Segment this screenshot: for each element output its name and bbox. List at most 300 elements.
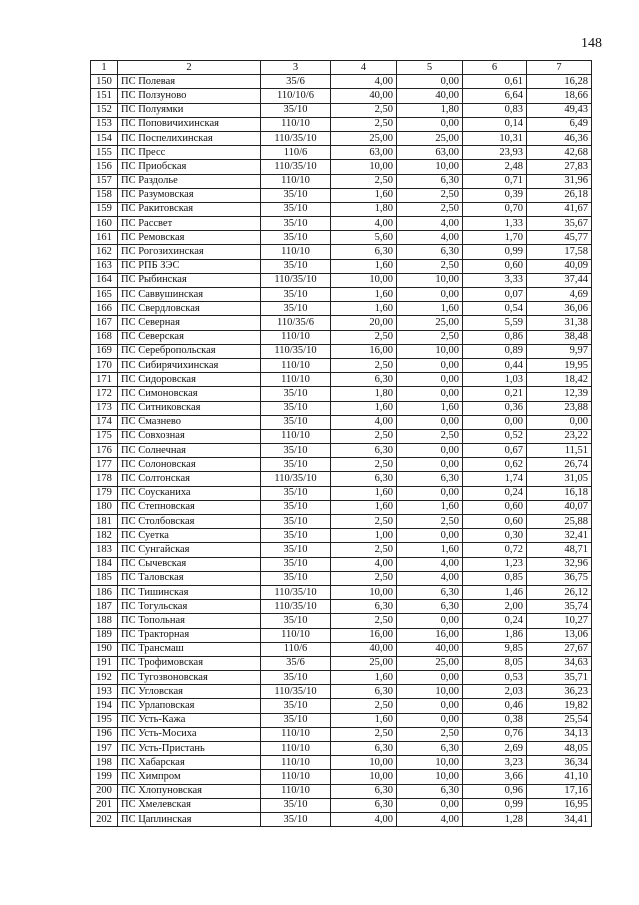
voltage-cell: 35/6 xyxy=(261,656,331,670)
voltage-cell: 110/10 xyxy=(261,784,331,798)
row-number-cell: 165 xyxy=(91,288,118,302)
row-number-cell: 159 xyxy=(91,202,118,216)
capacity-cell: 1,80 xyxy=(331,387,397,401)
load-cell: 2,00 xyxy=(463,600,527,614)
load-cell: 0,44 xyxy=(463,358,527,372)
load-percent-cell: 17,58 xyxy=(527,245,592,259)
load-cell: 5,59 xyxy=(463,316,527,330)
capacity-cell: 1,60 xyxy=(397,500,463,514)
load-percent-cell: 18,42 xyxy=(527,373,592,387)
table-row xyxy=(91,415,592,429)
row-number-cell: 168 xyxy=(91,330,118,344)
row-number-cell: 193 xyxy=(91,685,118,699)
substation-name-cell: ПС Тракторная xyxy=(118,628,261,642)
load-cell: 0,99 xyxy=(463,798,527,812)
load-percent-cell: 27,67 xyxy=(527,642,592,656)
load-cell: 0,14 xyxy=(463,117,527,131)
table-row xyxy=(91,387,592,401)
voltage-cell: 35/10 xyxy=(261,699,331,713)
row-number-cell: 167 xyxy=(91,316,118,330)
substation-name-cell: ПС Хлопуновская xyxy=(118,784,261,798)
load-cell: 0,70 xyxy=(463,202,527,216)
table-row xyxy=(91,117,592,131)
load-percent-cell: 17,16 xyxy=(527,784,592,798)
load-cell: 2,03 xyxy=(463,685,527,699)
voltage-cell: 110/35/10 xyxy=(261,344,331,358)
substation-name-cell: ПС Раздолье xyxy=(118,174,261,188)
capacity-cell: 2,50 xyxy=(397,330,463,344)
column-header: 6 xyxy=(463,61,527,75)
table-body xyxy=(91,75,592,827)
load-cell: 0,96 xyxy=(463,784,527,798)
load-percent-cell: 46,36 xyxy=(527,131,592,145)
table-row xyxy=(91,259,592,273)
capacity-cell: 6,30 xyxy=(331,245,397,259)
row-number-cell: 154 xyxy=(91,131,118,145)
load-percent-cell: 34,63 xyxy=(527,656,592,670)
row-number-cell: 183 xyxy=(91,543,118,557)
capacity-cell: 0,00 xyxy=(397,117,463,131)
load-cell: 0,46 xyxy=(463,699,527,713)
load-percent-cell: 19,82 xyxy=(527,699,592,713)
capacity-cell: 2,50 xyxy=(397,515,463,529)
table-row xyxy=(91,756,592,770)
load-cell: 0,39 xyxy=(463,188,527,202)
capacity-cell: 0,00 xyxy=(397,444,463,458)
load-cell: 1,70 xyxy=(463,231,527,245)
substation-name-cell: ПС Ползуново xyxy=(118,89,261,103)
table-row xyxy=(91,600,592,614)
row-number-cell: 150 xyxy=(91,75,118,89)
load-cell: 0,85 xyxy=(463,571,527,585)
capacity-cell: 2,50 xyxy=(331,727,397,741)
load-percent-cell: 35,74 xyxy=(527,600,592,614)
substation-name-cell: ПС Сидоровская xyxy=(118,373,261,387)
table-row xyxy=(91,699,592,713)
load-percent-cell: 18,66 xyxy=(527,89,592,103)
capacity-cell: 2,50 xyxy=(331,358,397,372)
substation-name-cell: ПС Рыбинская xyxy=(118,273,261,287)
load-cell: 3,66 xyxy=(463,770,527,784)
capacity-cell: 10,00 xyxy=(397,770,463,784)
capacity-cell: 10,00 xyxy=(331,770,397,784)
capacity-cell: 25,00 xyxy=(331,131,397,145)
capacity-cell: 6,30 xyxy=(397,742,463,756)
table-row xyxy=(91,628,592,642)
substation-name-cell: ПС Солтонская xyxy=(118,472,261,486)
load-percent-cell: 26,18 xyxy=(527,188,592,202)
capacity-cell: 1,00 xyxy=(331,529,397,543)
capacity-cell: 40,00 xyxy=(397,642,463,656)
table-row xyxy=(91,742,592,756)
load-percent-cell: 32,96 xyxy=(527,557,592,571)
load-percent-cell: 35,71 xyxy=(527,671,592,685)
load-percent-cell: 38,48 xyxy=(527,330,592,344)
substation-name-cell: ПС Хабарская xyxy=(118,756,261,770)
capacity-cell: 10,00 xyxy=(331,160,397,174)
substation-name-cell: ПС Усть-Кажа xyxy=(118,713,261,727)
row-number-cell: 199 xyxy=(91,770,118,784)
table-row xyxy=(91,316,592,330)
load-percent-cell: 10,27 xyxy=(527,614,592,628)
capacity-cell: 4,00 xyxy=(331,557,397,571)
capacity-cell: 0,00 xyxy=(397,458,463,472)
voltage-cell: 110/35/10 xyxy=(261,600,331,614)
load-percent-cell: 27,83 xyxy=(527,160,592,174)
voltage-cell: 35/10 xyxy=(261,812,331,826)
substation-name-cell: ПС Соусканиха xyxy=(118,486,261,500)
table-row xyxy=(91,458,592,472)
column-header: 4 xyxy=(331,61,397,75)
voltage-cell: 35/10 xyxy=(261,713,331,727)
row-number-cell: 187 xyxy=(91,600,118,614)
load-percent-cell: 40,07 xyxy=(527,500,592,514)
substation-name-cell: ПС Хмелевская xyxy=(118,798,261,812)
substation-name-cell: ПС Сычевская xyxy=(118,557,261,571)
capacity-cell: 4,00 xyxy=(331,812,397,826)
load-percent-cell: 31,96 xyxy=(527,174,592,188)
capacity-cell: 2,50 xyxy=(397,202,463,216)
table-row xyxy=(91,288,592,302)
load-percent-cell: 16,18 xyxy=(527,486,592,500)
capacity-cell: 1,60 xyxy=(331,188,397,202)
load-cell: 1,86 xyxy=(463,628,527,642)
capacity-cell: 6,30 xyxy=(397,585,463,599)
load-percent-cell: 36,75 xyxy=(527,571,592,585)
voltage-cell: 35/10 xyxy=(261,302,331,316)
load-cell: 1,46 xyxy=(463,585,527,599)
load-cell: 0,60 xyxy=(463,259,527,273)
load-cell: 0,89 xyxy=(463,344,527,358)
substation-name-cell: ПС Усть-Мосиха xyxy=(118,727,261,741)
load-percent-cell: 9,97 xyxy=(527,344,592,358)
load-percent-cell: 48,71 xyxy=(527,543,592,557)
capacity-cell: 4,00 xyxy=(331,75,397,89)
capacity-cell: 25,00 xyxy=(397,316,463,330)
load-percent-cell: 13,06 xyxy=(527,628,592,642)
capacity-cell: 2,50 xyxy=(331,174,397,188)
load-cell: 0,60 xyxy=(463,500,527,514)
voltage-cell: 110/6 xyxy=(261,642,331,656)
capacity-cell: 1,60 xyxy=(331,671,397,685)
load-percent-cell: 48,05 xyxy=(527,742,592,756)
table-row xyxy=(91,358,592,372)
load-cell: 0,62 xyxy=(463,458,527,472)
table-row xyxy=(91,146,592,160)
load-cell: 0,61 xyxy=(463,75,527,89)
capacity-cell: 0,00 xyxy=(397,798,463,812)
row-number-cell: 190 xyxy=(91,642,118,656)
substation-name-cell: ПС Угловская xyxy=(118,685,261,699)
row-number-cell: 177 xyxy=(91,458,118,472)
table-row xyxy=(91,373,592,387)
capacity-cell: 1,80 xyxy=(397,103,463,117)
capacity-cell: 2,50 xyxy=(331,103,397,117)
capacity-cell: 40,00 xyxy=(331,642,397,656)
row-number-cell: 152 xyxy=(91,103,118,117)
table-row xyxy=(91,671,592,685)
table-row xyxy=(91,202,592,216)
capacity-cell: 10,00 xyxy=(397,344,463,358)
row-number-cell: 194 xyxy=(91,699,118,713)
voltage-cell: 35/10 xyxy=(261,259,331,273)
capacity-cell: 2,50 xyxy=(331,515,397,529)
capacity-cell: 4,00 xyxy=(331,217,397,231)
capacity-cell: 6,30 xyxy=(397,600,463,614)
substation-name-cell: ПС Степновская xyxy=(118,500,261,514)
capacity-cell: 10,00 xyxy=(397,685,463,699)
capacity-cell: 0,00 xyxy=(397,415,463,429)
table-row xyxy=(91,642,592,656)
capacity-cell: 25,00 xyxy=(397,131,463,145)
row-number-cell: 162 xyxy=(91,245,118,259)
capacity-cell: 2,50 xyxy=(397,259,463,273)
row-number-cell: 158 xyxy=(91,188,118,202)
capacity-cell: 5,60 xyxy=(331,231,397,245)
table-row xyxy=(91,245,592,259)
capacity-cell: 2,50 xyxy=(331,429,397,443)
voltage-cell: 110/10 xyxy=(261,429,331,443)
row-number-cell: 175 xyxy=(91,429,118,443)
load-cell: 0,07 xyxy=(463,288,527,302)
substation-name-cell: ПС Столбовская xyxy=(118,515,261,529)
capacity-cell: 2,50 xyxy=(331,117,397,131)
load-percent-cell: 31,05 xyxy=(527,472,592,486)
row-number-cell: 189 xyxy=(91,628,118,642)
substation-name-cell: ПС Совхозная xyxy=(118,429,261,443)
load-cell: 3,23 xyxy=(463,756,527,770)
load-percent-cell: 41,10 xyxy=(527,770,592,784)
load-cell: 0,60 xyxy=(463,515,527,529)
voltage-cell: 35/10 xyxy=(261,387,331,401)
load-cell: 0,72 xyxy=(463,543,527,557)
capacity-cell: 4,00 xyxy=(331,415,397,429)
row-number-cell: 198 xyxy=(91,756,118,770)
row-number-cell: 157 xyxy=(91,174,118,188)
load-cell: 1,03 xyxy=(463,373,527,387)
voltage-cell: 110/35/10 xyxy=(261,472,331,486)
voltage-cell: 110/10 xyxy=(261,330,331,344)
row-number-cell: 171 xyxy=(91,373,118,387)
load-cell: 0,53 xyxy=(463,671,527,685)
substation-name-cell: ПС Топольная xyxy=(118,614,261,628)
capacity-cell: 1,60 xyxy=(331,486,397,500)
capacity-cell: 0,00 xyxy=(397,288,463,302)
voltage-cell: 35/6 xyxy=(261,75,331,89)
voltage-cell: 35/10 xyxy=(261,231,331,245)
voltage-cell: 35/10 xyxy=(261,188,331,202)
load-cell: 23,93 xyxy=(463,146,527,160)
capacity-cell: 1,60 xyxy=(331,302,397,316)
load-percent-cell: 49,43 xyxy=(527,103,592,117)
load-percent-cell: 36,34 xyxy=(527,756,592,770)
capacity-cell: 1,60 xyxy=(397,401,463,415)
column-header: 3 xyxy=(261,61,331,75)
table-row xyxy=(91,500,592,514)
capacity-cell: 2,50 xyxy=(331,699,397,713)
voltage-cell: 110/6 xyxy=(261,146,331,160)
load-percent-cell: 31,38 xyxy=(527,316,592,330)
substation-name-cell: ПС Разумовская xyxy=(118,188,261,202)
table-row xyxy=(91,444,592,458)
capacity-cell: 0,00 xyxy=(397,358,463,372)
table-row xyxy=(91,273,592,287)
load-cell: 0,00 xyxy=(463,415,527,429)
capacity-cell: 6,30 xyxy=(331,784,397,798)
load-cell: 0,21 xyxy=(463,387,527,401)
table-row xyxy=(91,131,592,145)
voltage-cell: 110/10 xyxy=(261,756,331,770)
capacity-cell: 1,60 xyxy=(331,500,397,514)
load-cell: 1,33 xyxy=(463,217,527,231)
capacity-cell: 10,00 xyxy=(331,585,397,599)
load-cell: 1,23 xyxy=(463,557,527,571)
table-row xyxy=(91,543,592,557)
table-row xyxy=(91,557,592,571)
voltage-cell: 35/10 xyxy=(261,103,331,117)
capacity-cell: 2,50 xyxy=(397,727,463,741)
load-cell: 0,36 xyxy=(463,401,527,415)
capacity-cell: 10,00 xyxy=(331,756,397,770)
capacity-cell: 6,30 xyxy=(397,472,463,486)
load-percent-cell: 16,28 xyxy=(527,75,592,89)
row-number-cell: 169 xyxy=(91,344,118,358)
table-row xyxy=(91,103,592,117)
row-number-cell: 176 xyxy=(91,444,118,458)
substation-table xyxy=(90,60,592,827)
table-row xyxy=(91,401,592,415)
voltage-cell: 110/10 xyxy=(261,628,331,642)
table-row xyxy=(91,429,592,443)
load-cell: 0,71 xyxy=(463,174,527,188)
capacity-cell: 16,00 xyxy=(397,628,463,642)
load-percent-cell: 40,09 xyxy=(527,259,592,273)
load-percent-cell: 12,39 xyxy=(527,387,592,401)
load-percent-cell: 25,54 xyxy=(527,713,592,727)
substation-name-cell: ПС Пресс xyxy=(118,146,261,160)
voltage-cell: 35/10 xyxy=(261,515,331,529)
row-number-cell: 196 xyxy=(91,727,118,741)
table-row xyxy=(91,585,592,599)
voltage-cell: 35/10 xyxy=(261,202,331,216)
capacity-cell: 16,00 xyxy=(331,344,397,358)
capacity-cell: 20,00 xyxy=(331,316,397,330)
table-row xyxy=(91,217,592,231)
table-row xyxy=(91,685,592,699)
row-number-cell: 170 xyxy=(91,358,118,372)
table-row xyxy=(91,812,592,826)
load-percent-cell: 36,06 xyxy=(527,302,592,316)
substation-name-cell: ПС Таловская xyxy=(118,571,261,585)
table-row xyxy=(91,75,592,89)
row-number-cell: 179 xyxy=(91,486,118,500)
capacity-cell: 1,80 xyxy=(331,202,397,216)
voltage-cell: 35/10 xyxy=(261,444,331,458)
voltage-cell: 110/10 xyxy=(261,770,331,784)
load-cell: 2,48 xyxy=(463,160,527,174)
load-percent-cell: 37,44 xyxy=(527,273,592,287)
load-cell: 0,24 xyxy=(463,614,527,628)
table-row xyxy=(91,713,592,727)
substation-name-cell: ПС Полевая xyxy=(118,75,261,89)
capacity-cell: 10,00 xyxy=(397,273,463,287)
load-cell: 0,67 xyxy=(463,444,527,458)
capacity-cell: 2,50 xyxy=(331,571,397,585)
voltage-cell: 35/10 xyxy=(261,543,331,557)
voltage-cell: 35/10 xyxy=(261,401,331,415)
row-number-cell: 166 xyxy=(91,302,118,316)
load-cell: 0,38 xyxy=(463,713,527,727)
voltage-cell: 35/10 xyxy=(261,671,331,685)
table-row xyxy=(91,188,592,202)
voltage-cell: 110/10 xyxy=(261,117,331,131)
substation-name-cell: ПС Сибирячихинская xyxy=(118,358,261,372)
load-cell: 0,24 xyxy=(463,486,527,500)
substation-name-cell: ПС Поспелихинская xyxy=(118,131,261,145)
substation-name-cell: ПС Ракитовская xyxy=(118,202,261,216)
row-number-cell: 178 xyxy=(91,472,118,486)
capacity-cell: 0,00 xyxy=(397,387,463,401)
voltage-cell: 35/10 xyxy=(261,798,331,812)
capacity-cell: 40,00 xyxy=(331,89,397,103)
row-number-cell: 200 xyxy=(91,784,118,798)
capacity-cell: 0,00 xyxy=(397,614,463,628)
load-percent-cell: 26,12 xyxy=(527,585,592,599)
column-header: 1 xyxy=(91,61,118,75)
table-row xyxy=(91,231,592,245)
row-number-cell: 201 xyxy=(91,798,118,812)
voltage-cell: 110/35/10 xyxy=(261,160,331,174)
load-percent-cell: 41,67 xyxy=(527,202,592,216)
substation-name-cell: ПС Ситниковская xyxy=(118,401,261,415)
substation-name-cell: ПС Ремовская xyxy=(118,231,261,245)
row-number-cell: 151 xyxy=(91,89,118,103)
load-percent-cell: 35,67 xyxy=(527,217,592,231)
voltage-cell: 35/10 xyxy=(261,571,331,585)
load-percent-cell: 19,95 xyxy=(527,358,592,372)
load-cell: 9,85 xyxy=(463,642,527,656)
voltage-cell: 35/10 xyxy=(261,288,331,302)
column-header: 5 xyxy=(397,61,463,75)
capacity-cell: 6,30 xyxy=(331,742,397,756)
voltage-cell: 35/10 xyxy=(261,529,331,543)
load-cell: 8,05 xyxy=(463,656,527,670)
row-number-cell: 174 xyxy=(91,415,118,429)
row-number-cell: 188 xyxy=(91,614,118,628)
load-percent-cell: 34,41 xyxy=(527,812,592,826)
row-number-cell: 195 xyxy=(91,713,118,727)
load-cell: 0,76 xyxy=(463,727,527,741)
load-percent-cell: 34,13 xyxy=(527,727,592,741)
row-number-cell: 173 xyxy=(91,401,118,415)
voltage-cell: 110/35/10 xyxy=(261,685,331,699)
substation-name-cell: ПС Усть-Пристань xyxy=(118,742,261,756)
substation-name-cell: ПС Цаплинская xyxy=(118,812,261,826)
substation-name-cell: ПС Трансмаш xyxy=(118,642,261,656)
substation-name-cell: ПС Поповичихинская xyxy=(118,117,261,131)
voltage-cell: 110/10 xyxy=(261,373,331,387)
row-number-cell: 153 xyxy=(91,117,118,131)
capacity-cell: 6,30 xyxy=(331,444,397,458)
row-number-cell: 172 xyxy=(91,387,118,401)
voltage-cell: 35/10 xyxy=(261,217,331,231)
substation-name-cell: ПС Тогульская xyxy=(118,600,261,614)
table-row xyxy=(91,571,592,585)
row-number-cell: 185 xyxy=(91,571,118,585)
row-number-cell: 160 xyxy=(91,217,118,231)
load-percent-cell: 42,68 xyxy=(527,146,592,160)
row-number-cell: 186 xyxy=(91,585,118,599)
